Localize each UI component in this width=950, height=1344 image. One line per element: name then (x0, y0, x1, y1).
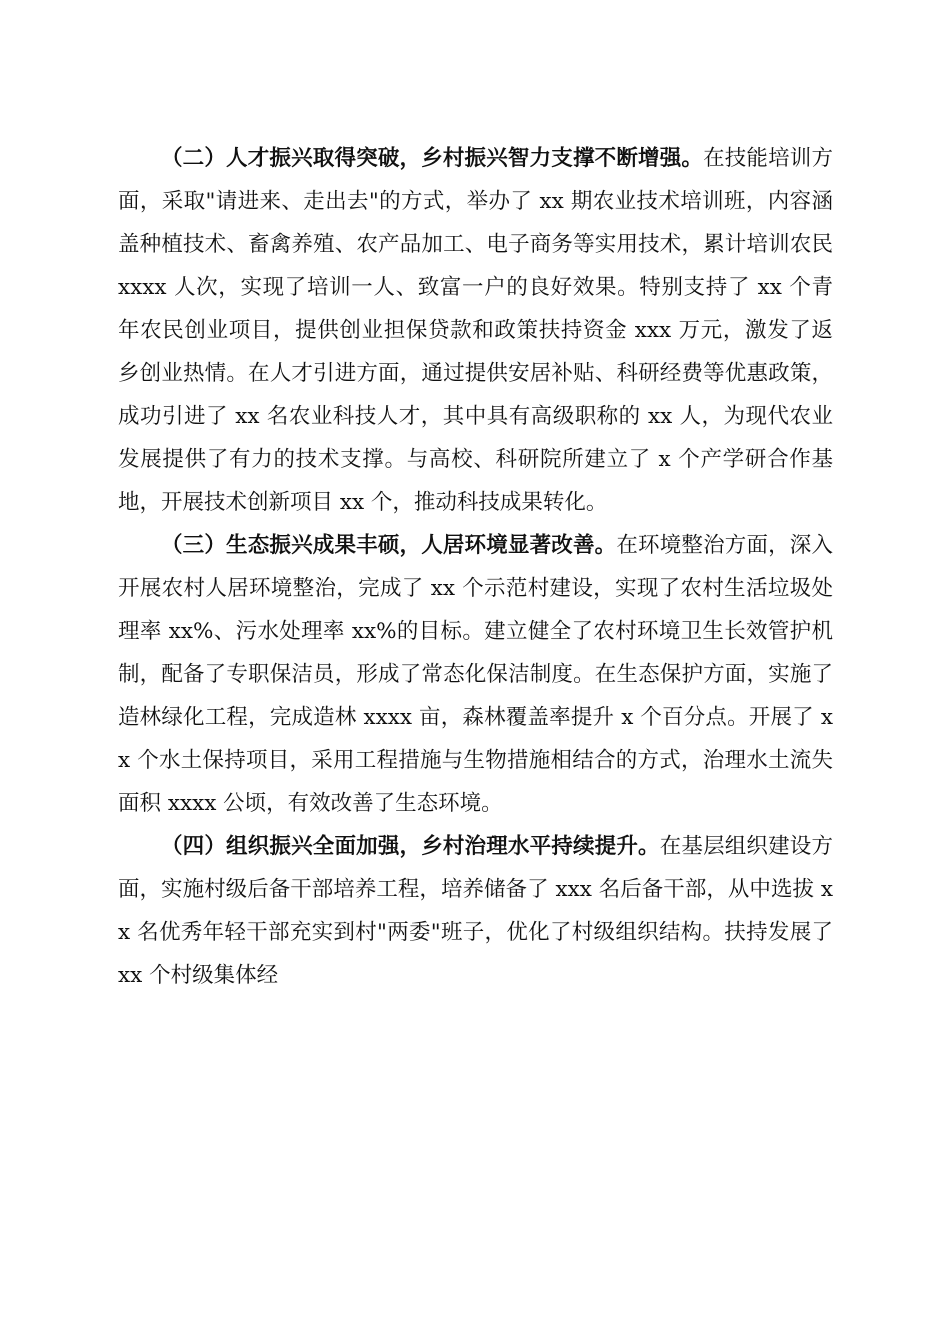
document-page (118, 137, 833, 997)
section-heading-two: （二）人才振兴取得突破，乡村振兴智力支撑不断增强。 (161, 146, 704, 171)
paragraph-organizational-revitalization (118, 825, 833, 997)
paragraph-ecological-revitalization (118, 524, 833, 825)
section-heading-three: （三）生态振兴成果丰硕，人居环境显著改善。 (161, 533, 617, 558)
paragraph-body-two: 在技能培训方面，采取"请进来、走出去"的方式，举办了 xx 期农业技术培训班，内容涵盖种植技术、畜禽养殖、农产品加工、电子商务等实用技术，累计培训农民 xxxx 人次，实现了培训一人、致富一户的良好效果。特别支持了 xx 个青年农民创业项目，提供创业担保贷款和政策扶持资金 xxx 万元，激发了返乡创业热情。在人才引进方面，通过提供安居补贴、科研经费等优惠政策，成功引进了 xx 名农业科技人才，其中具有高级职称的 xx 人，为现代农业发展提供了有力的技术支撑。与高校、科研院所建立了 x 个产学研合作基地，开展技术创新项目 xx 个，推动科技成果转化。 (118, 146, 833, 515)
section-heading-four: （四）组织振兴全面加强，乡村治理水平持续提升。 (161, 834, 660, 859)
paragraph-body-three: 在环境整治方面，深入开展农村人居环境整治，完成了 xx 个示范村建设，实现了农村生活垃圾处理率 xx%、污水处理率 xx%的目标。建立健全了农村环境卫生长效管护机制，配备了专职保洁员，形成了常态化保洁制度。在生态保护方面，实施了造林绿化工程，完成造林 xxxx 亩，森林覆盖率提升 x 个百分点。开展了 xx 个水土保持项目，采用工程措施与生物措施相结合的方式，治理水土流失面积 xxxx 公顷，有效改善了生态环境。 (118, 533, 833, 816)
paragraph-body-four: 在基层组织建设方面，实施村级后备干部培养工程，培养储备了 xxx 名后备干部，从中选拔 xx 名优秀年轻干部充实到村"两委"班子，优化了村级组织结构。扶持发展了 xx 个村级集体经 (118, 834, 833, 988)
paragraph-talent-revitalization (118, 137, 833, 524)
